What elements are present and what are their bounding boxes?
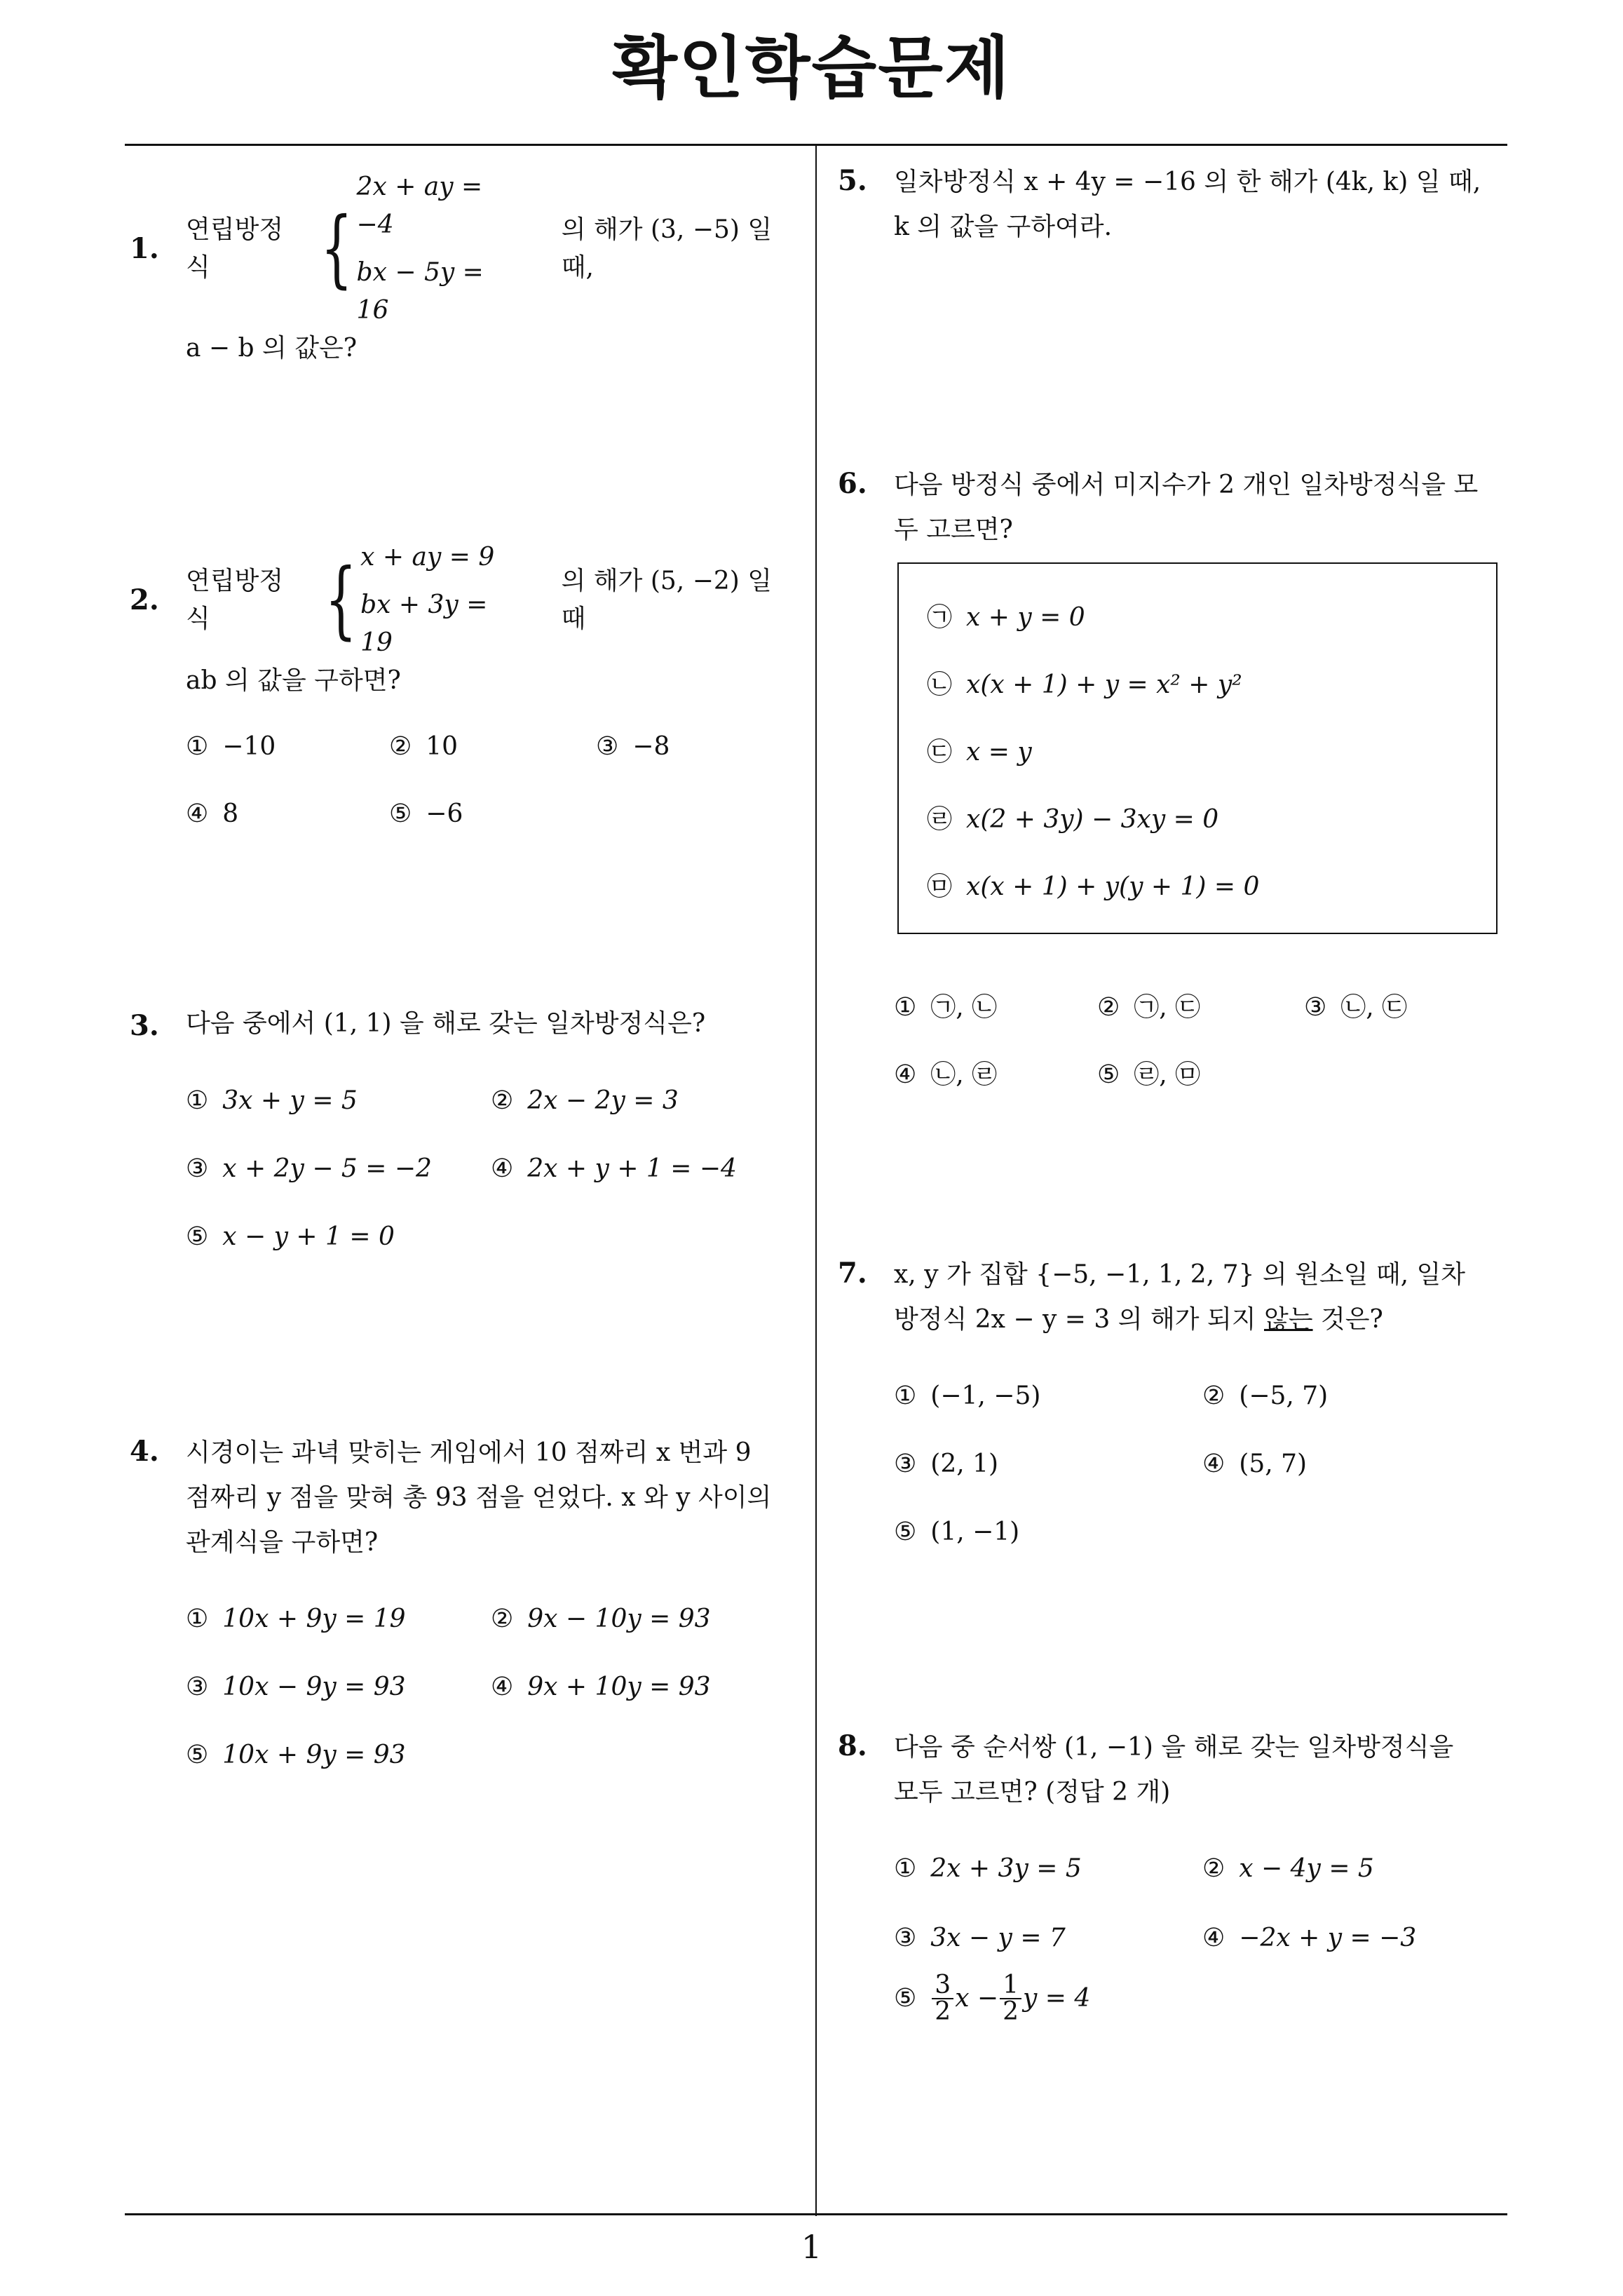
choice-list [894,989,1525,1101]
choice-4[interactable]: ④ ㉡, ㉣ [894,1060,998,1089]
choice-3[interactable]: ③ 10x − 9y = 93 [186,1673,406,1701]
choice-4[interactable]: ④ 9x + 10y = 93 [491,1673,711,1701]
problem-number: 2. [130,583,159,616]
problem-number: 7. [838,1257,867,1290]
problem-line-1: 시경이는 과녁 맞히는 게임에서 10 점짜리 x 번과 9 [186,1438,752,1467]
problem-number: 4. [130,1435,159,1468]
problem-5 [838,160,1525,250]
choice-5[interactable]: ⑤ x − y + 1 = 0 [186,1222,395,1251]
choice-4[interactable]: ④ −2x + y = −3 [1202,1924,1417,1952]
problem-number: 5. [838,164,867,197]
choice-4[interactable]: ④ 2x + y + 1 = −4 [491,1154,737,1183]
box-item-2: ㉡ x(x + 1) + y = x² + y² [927,670,1242,699]
problem-number: 1. [130,232,159,265]
problem-lead: 연립방정식 [186,215,284,282]
choice-1[interactable]: ① 3x + y = 5 [186,1086,358,1115]
problem-number: 6. [838,467,867,500]
choice-3[interactable]: ③ x + 2y − 5 = −2 [186,1154,432,1183]
choice-4[interactable]: ④ (5, 7) [1202,1450,1308,1478]
choice-2[interactable]: ② (−5, 7) [1202,1382,1329,1410]
problem-line-2: 점짜리 y 점을 맞혀 총 93 점을 얻었다. x 와 y 사이의 [186,1483,772,1512]
choice-1[interactable]: ① 10x + 9y = 19 [186,1605,406,1633]
equation-system [310,168,520,330]
box-item-4: ㉣ x(2 + 3y) − 3xy = 0 [927,805,1219,834]
problem-continuation: ab 의 값을 구하면? [186,666,401,695]
problem-line-2: 모두 고르면? (정답 2 개) [894,1778,1171,1807]
choice-1[interactable]: ① 2x + 3y = 5 [894,1854,1082,1883]
problem-continuation: a − b 의 값은? [186,334,358,363]
equation-1: x + ay = 9 [360,543,495,572]
column-divider [815,145,817,2216]
choice-2[interactable]: ② x − 4y = 5 [1202,1854,1374,1883]
choice-3[interactable]: ③ 3x − y = 7 [894,1924,1066,1952]
problem-line-2: 방정식 2x − y = 3 의 해가 되지 않는 것은? [894,1305,1383,1334]
problem-8 [838,1725,1525,2053]
choice-1[interactable]: ① −10 [186,732,276,761]
choice-list [186,1600,803,1783]
choice-1[interactable]: ① (−1, −5) [894,1382,1041,1410]
choice-2[interactable]: ② ㉠, ㉢ [1097,993,1201,1022]
choice-4[interactable]: ④ 8 [186,799,239,828]
problem-line-1: 다음 방정식 중에서 미지수가 2 개인 일차방정식을 모 [894,471,1479,499]
problem-line-1: 다음 중 순서쌍 (1, −1) 을 해로 갖는 일차방정식을 [894,1733,1454,1762]
choice-list [186,728,803,847]
choice-2[interactable]: ② 10 [389,732,459,761]
underlined-word: 않는 [1263,1305,1313,1334]
problem-number: 3. [130,1009,159,1042]
fraction-one-half: $\frac{1}{2}$ [1000,1973,1021,2025]
problem-6 [838,463,1525,553]
choice-3[interactable]: ③ (2, 1) [894,1450,999,1478]
problem-3 [130,1005,803,1264]
equation-2: bx − 5y = 16 [356,258,484,325]
equation-2: bx + 3y = 19 [360,590,488,657]
box-item-5: ㉤ x(x + 1) + y(y + 1) = 0 [927,872,1260,901]
box-item-1: ㉠ x + y = 0 [927,603,1085,632]
problem-line-1: x, y 가 집합 {−5, −1, 1, 2, 7} 의 원소일 때, 일차 [894,1260,1466,1289]
fraction-three-halves: $\frac{3}{2}$ [932,1973,953,2025]
choice-3[interactable]: ③ −8 [596,732,670,761]
problem-6-choices [838,989,1525,1101]
choice-1[interactable]: ① ㉠, ㉡ [894,993,998,1022]
problem-number: 8. [838,1729,867,1762]
equation-1: 2x + ay = −4 [356,173,483,239]
problem-text: 다음 중에서 (1, 1) 을 해로 갖는 일차방정식은? [186,1009,706,1038]
choice-5[interactable]: ⑤ ㉣, ㉤ [1097,1060,1201,1089]
bottom-rule [125,2213,1507,2215]
equation-box [897,562,1498,934]
problem-text: 의 해가 (3, −5) 일 때, [561,215,773,282]
choice-2[interactable]: ② 9x − 10y = 93 [491,1605,711,1633]
choice-5[interactable]: ⑤ 10x + 9y = 93 [186,1741,406,1769]
problem-lead: 연립방정식 [186,567,284,633]
problem-line-2: k 의 값을 구하여라. [894,212,1113,241]
choice-list [186,1082,803,1264]
choice-list [894,1377,1525,1560]
choice-5[interactable]: ⑤ −6 [389,799,463,828]
choice-list [894,1850,1525,2053]
left-brace: { [325,551,357,649]
problem-line-3: 관계식을 구하면? [186,1528,379,1557]
choice-2[interactable]: ② 2x − 2y = 3 [491,1086,679,1115]
choice-3[interactable]: ③ ㉡, ㉢ [1304,993,1408,1022]
problem-7 [838,1252,1525,1560]
problem-text: 의 해가 (5, −2) 일 때 [561,567,773,633]
problem-2 [130,539,803,847]
box-item-3: ㉢ x = y [927,738,1032,767]
problem-line-2: 두 고르면? [894,515,1013,544]
left-brace: { [320,200,353,297]
choice-5[interactable]: ⑤ $\frac{3}{2}$ x − $\frac{1}{2}$ y = 4 [894,1971,1091,2026]
page-title: 확인학습문제 [612,29,1011,107]
page-number: 1 [801,2228,822,2266]
problem-4 [130,1431,803,1783]
choice-5[interactable]: ⑤ (1, −1) [894,1518,1020,1546]
problem-line-1: 일차방정식 x + 4y = −16 의 한 해가 (4k, k) 일 때, [894,168,1481,196]
equation-system [314,539,527,662]
problem-1 [130,168,803,367]
